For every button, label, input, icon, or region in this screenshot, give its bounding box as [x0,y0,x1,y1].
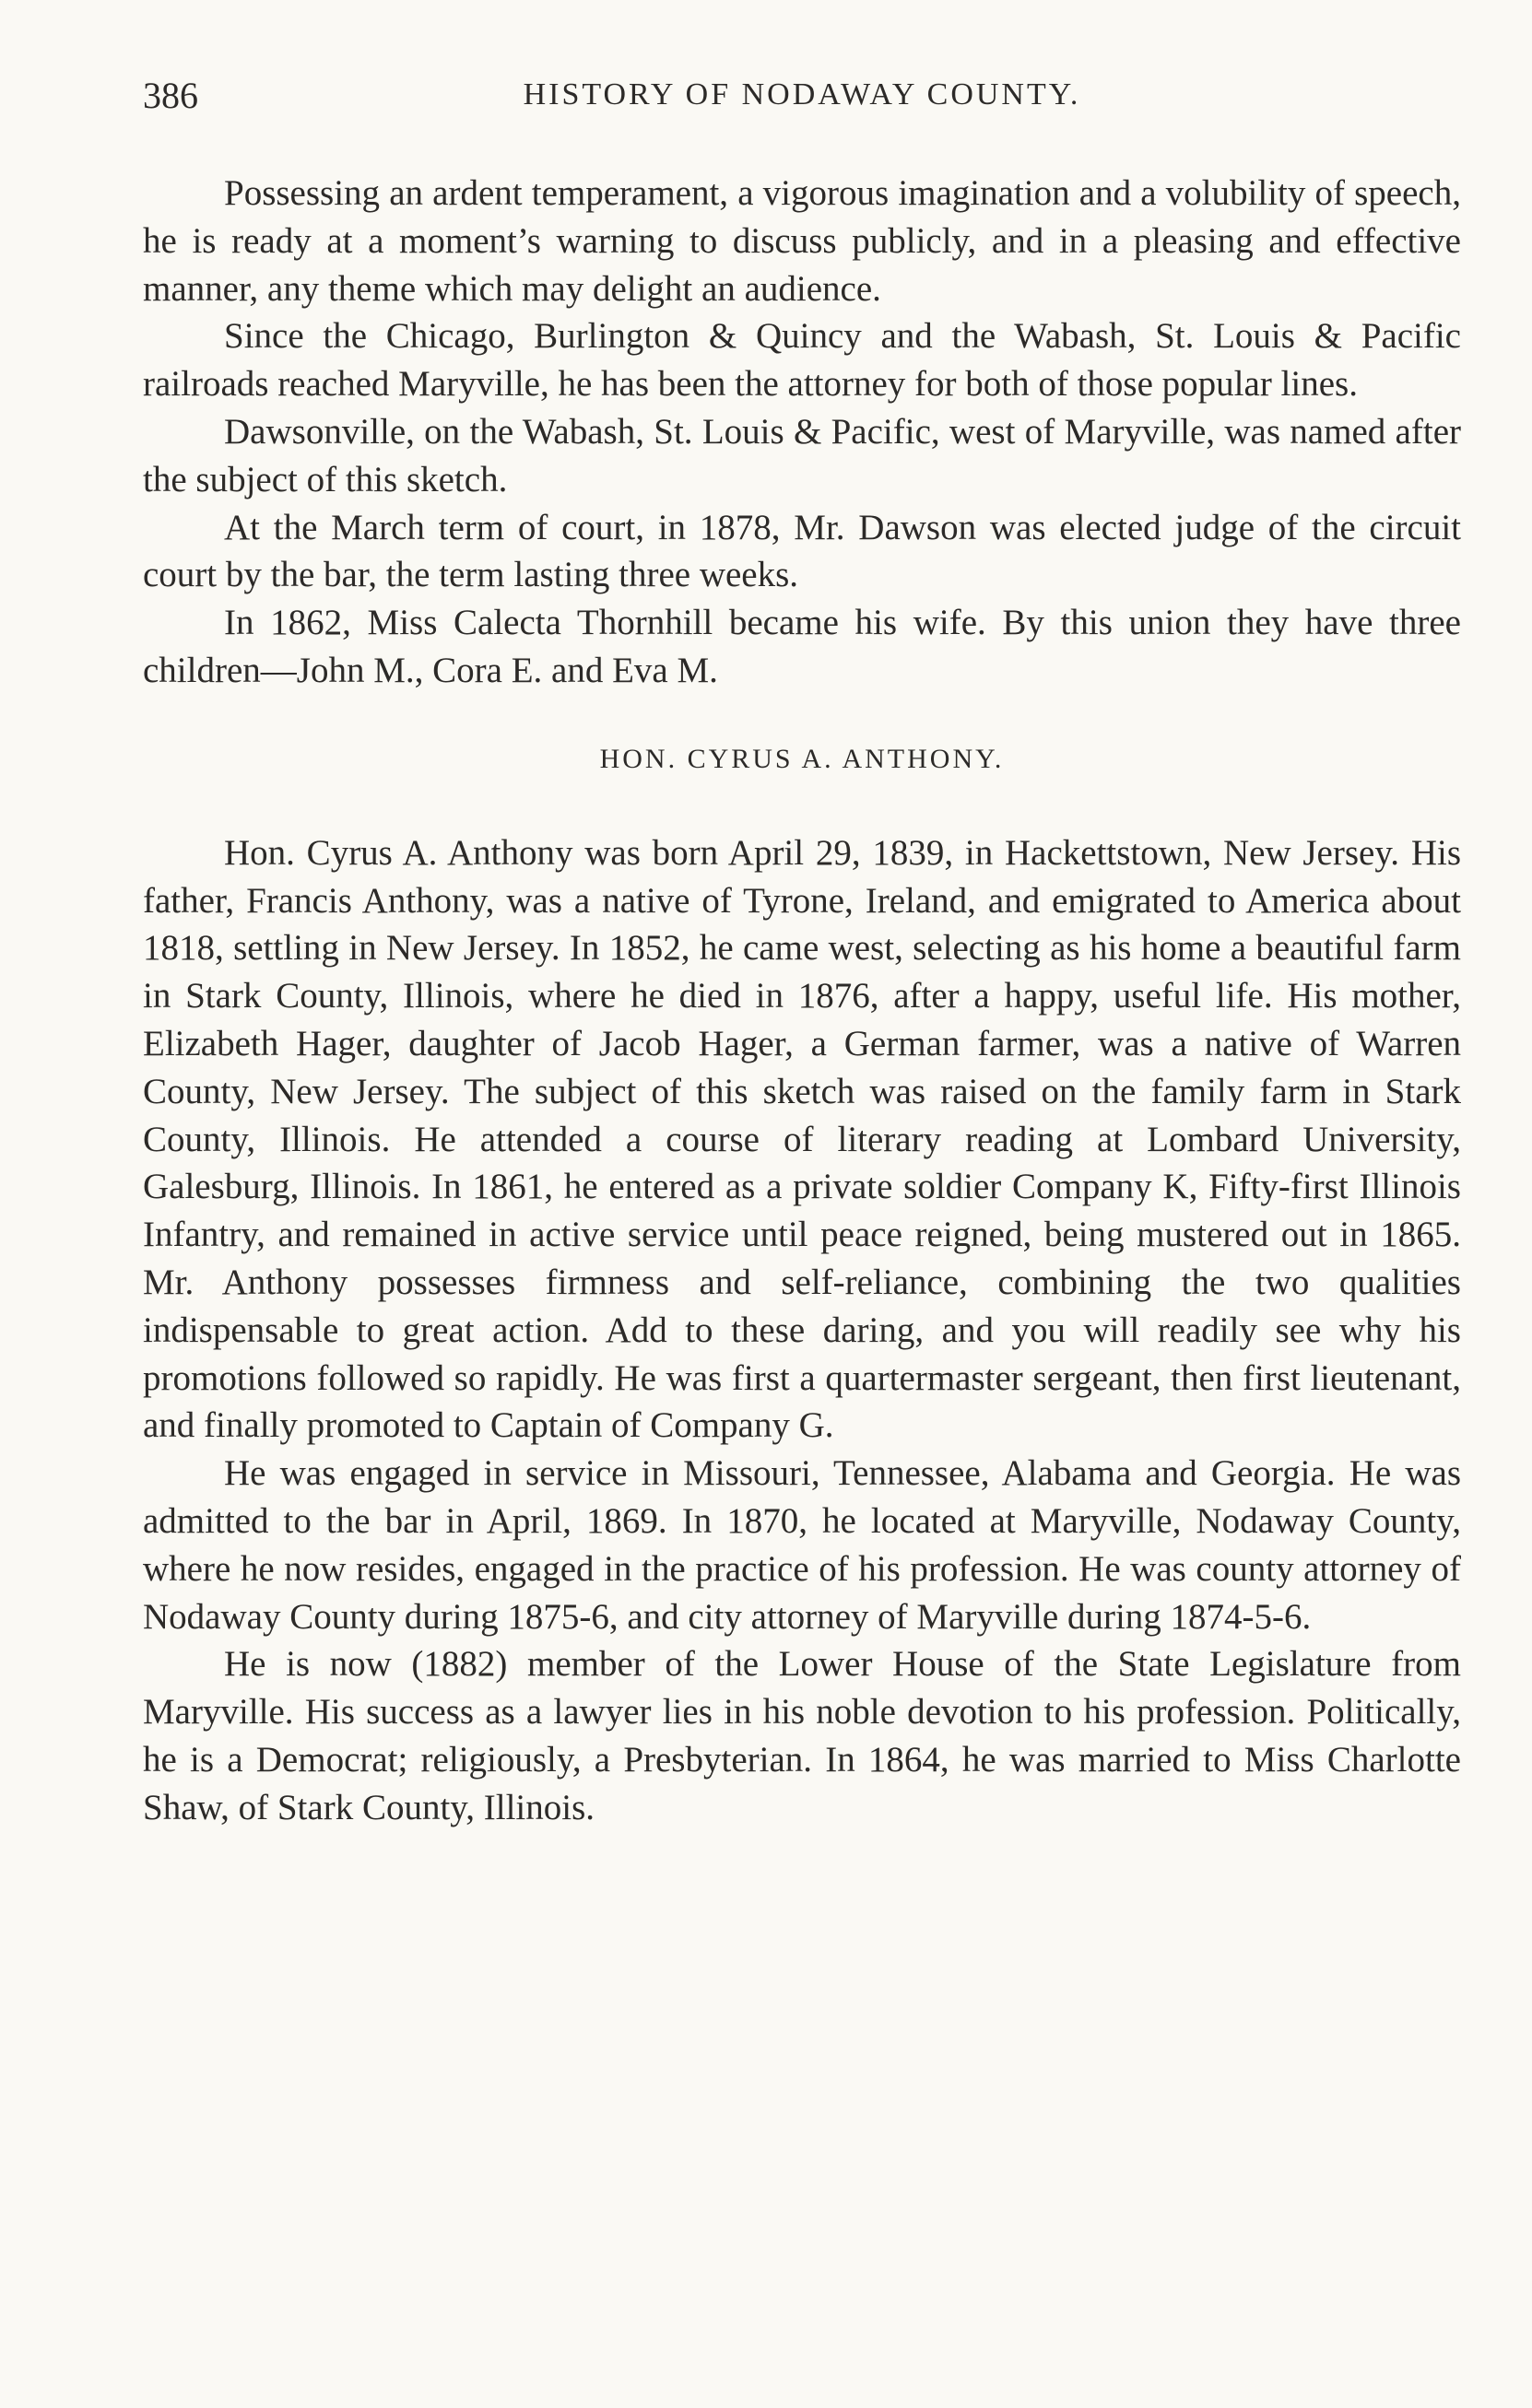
paragraph: Dawsonville, on the Wabash, St. Louis & Pacific, west of Maryville, was named after the subject of this sketch. [143,411,1461,499]
page-number: 386 [143,75,198,116]
paragraph: He was engaged in service in Missouri, Tennessee, Alabama and Georgia. He was admitted to the bar in April, 1869. In 1870, he located at Maryville, Nodaway County, where he now resides, engaged in the practice of his profession. He was county attorney of Nodaway County during 1875-6, and city attorney of Maryville during 1874-5-6. [143,1453,1461,1637]
paragraph: In 1862, Miss Calecta Thornhill became his wife. By this union they have three children—John M., Cora E. and Eva M. [143,603,1461,690]
running-title: HISTORY OF NODAWAY COUNTY. [523,77,1081,112]
book-page [143,74,1461,1832]
section-heading: HON. CYRUS A. ANTHONY. [599,743,1005,774]
body-text [143,170,1461,1832]
paragraph: Possessing an ardent temperament, a vigorous imagination and a volubility of speech, he is ready at a moment’s warning to discuss publicly, and in a pleasing and effective manner, any theme which may delight an audience. [143,173,1461,309]
paragraph: Since the Chicago, Burlington & Quincy and the Wabash, St. Louis & Pacific railroads reached Maryville, he has been the attorney for both of those popular lines. [143,316,1461,405]
paragraph: At the March term of court, in 1878, Mr. Dawson was elected judge of the circuit court by the bar, the term lasting three weeks. [143,507,1461,595]
paragraph: Hon. Cyrus A. Anthony was born April 29, 1839, in Hackettstown, New Jersey. His father, Francis Anthony, was a native of Tyrone, Ireland, and emigrated to America about 1818, settling in New Jersey. In 1852, he came west, selecting as his home a beautiful farm in Stark County, Illinois, where he died in 1876, after a happy, useful life. His mother, Elizabeth Hager, daughter of Jacob Hager, a German farmer, was a native of Warren County, New Jersey. The subject of this sketch was raised on the family farm in Stark County, Illinois. He attended a course of literary reading at Lombard University, Galesburg, Illinois. In 1861, he entered as a private soldier Company K, Fifty-first Illinois Infantry, and remained in active service until peace reigned, being mustered out in 1865. Mr. Anthony possesses firmness and self-reliance, combining the two qualities indispensable to great action. Add to these daring, and you will readily see why his promotions followed so rapidly. He was first a quartermaster sergeant, then first lieutenant, and finally promoted to Captain of Company G. [143,832,1461,1446]
page-header [143,74,1461,129]
paragraph: He is now (1882) member of the Lower House of the State Legislature from Maryville. His success as a lawyer lies in his noble devotion to his profession. Politically, he is a Democrat; religiously, a Presbyterian. In 1864, he was married to Miss Charlotte Shaw, of Stark County, Illinois. [143,1644,1461,1827]
